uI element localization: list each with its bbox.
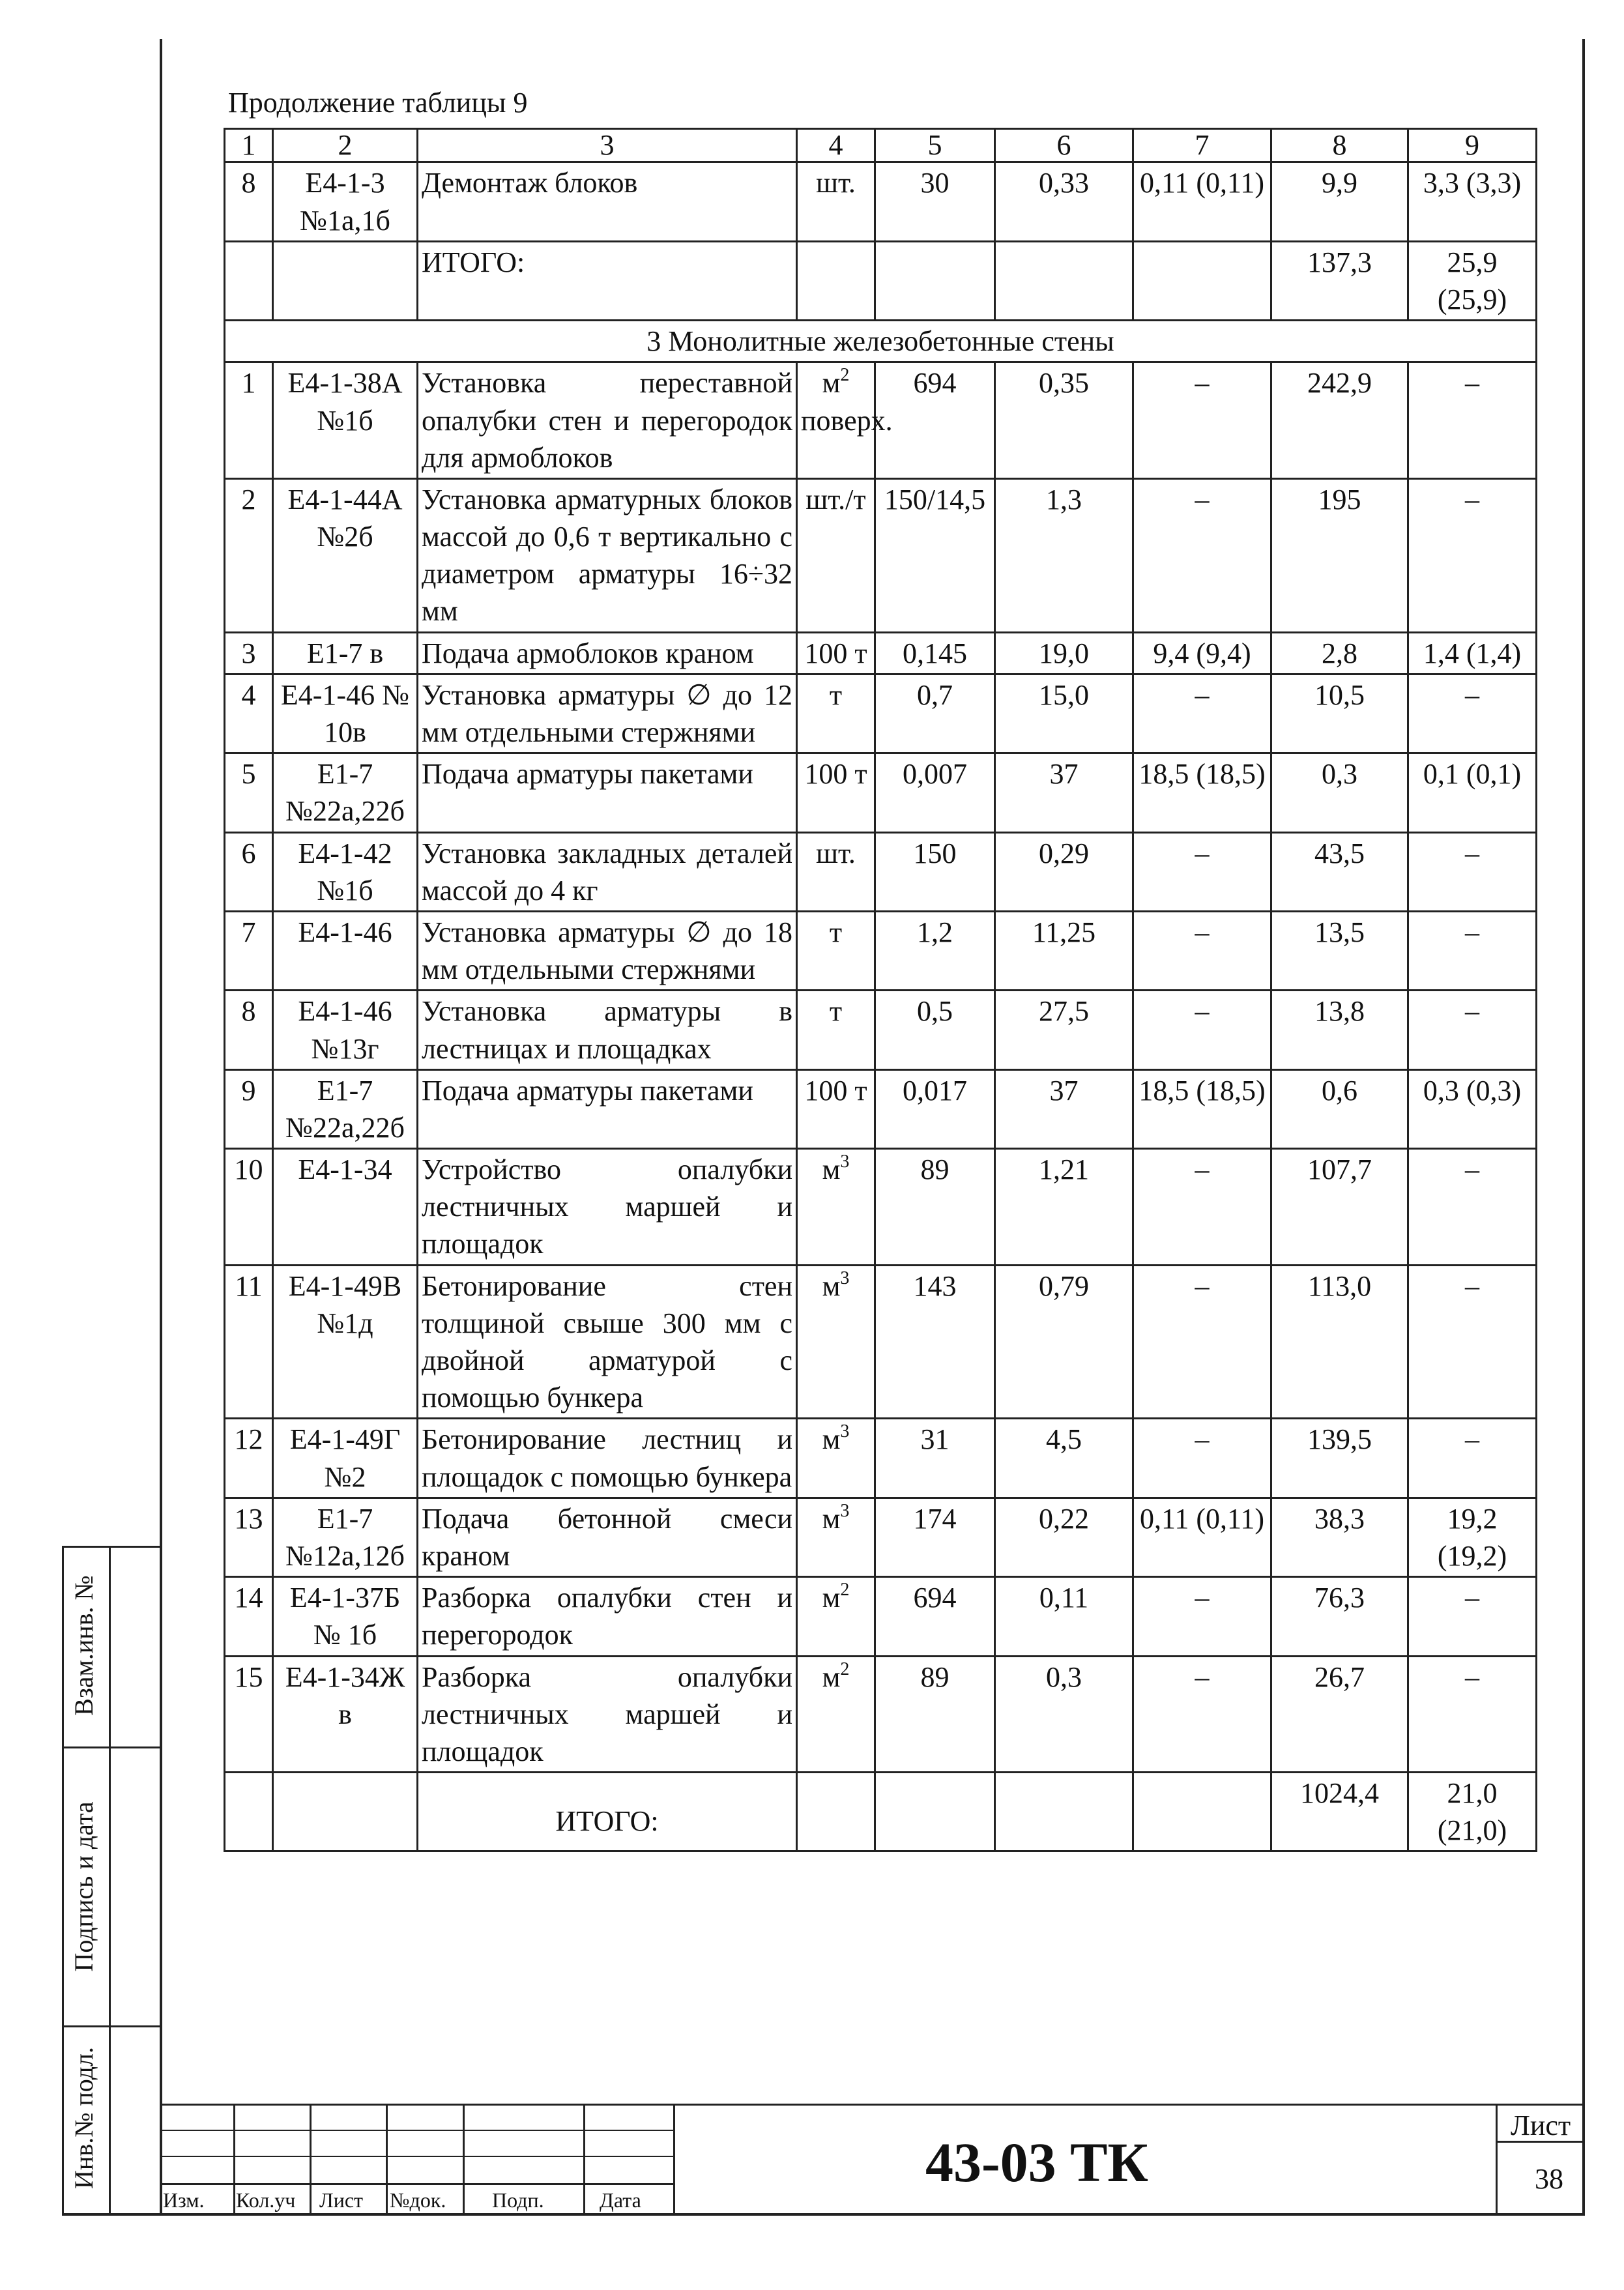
total-label: ИТОГО: <box>418 241 797 320</box>
work-description: Установка переставной опалубки стен и перегородок для армоблоков <box>418 362 797 479</box>
empty-cell <box>797 241 875 320</box>
empty-cell <box>1133 241 1271 320</box>
volume-cell: 1,2 <box>875 911 995 990</box>
unit-text: м <box>822 1269 841 1302</box>
unit-text: м <box>822 1660 841 1693</box>
empty-cell <box>273 241 418 320</box>
row-number: 6 <box>225 832 273 911</box>
row-number: 1 <box>225 362 273 479</box>
labor-cost-cell: 2,8 <box>1271 632 1408 674</box>
work-description: Подача армоблоков краном <box>418 632 797 674</box>
frame-left-line <box>160 39 162 2216</box>
table-row <box>225 832 1537 911</box>
total-row <box>225 1773 1537 1851</box>
unit-cell <box>797 1149 875 1266</box>
machine-cost-cell: 3,3 (3,3) <box>1408 162 1537 241</box>
unit-text: шт./т <box>805 483 866 515</box>
work-description: Бетонирование лестниц и площадок с помощью бункера <box>418 1419 797 1498</box>
sheet-label: Лист <box>1511 2109 1571 2141</box>
side-label-replacement: Взам.инв. № <box>69 1575 98 1716</box>
row-number: 15 <box>225 1656 273 1773</box>
table-row <box>225 1419 1537 1498</box>
norm-code: Е4-1-46 <box>273 911 418 990</box>
total-labor: 1024,4 <box>1271 1773 1408 1851</box>
work-description: Разборка опалубки лестничных маршей и площадок <box>418 1656 797 1773</box>
volume-cell: 694 <box>875 362 995 479</box>
work-description: Подача арматуры пакетами <box>418 753 797 832</box>
empty-cell <box>225 241 273 320</box>
unit-text: т <box>829 995 843 1028</box>
unit-cell <box>797 1419 875 1498</box>
stamp-col-list: Лист <box>319 2188 364 2212</box>
work-description: Подача бетонной смеси краном <box>418 1498 797 1576</box>
volume-cell: 0,7 <box>875 674 995 753</box>
work-description: Установка закладных деталей массой до 4 кг <box>418 832 797 911</box>
table-row <box>225 1498 1537 1576</box>
norm-code: Е1-7 №22а,22б <box>273 753 418 832</box>
work-description: Подача арматуры пакетами <box>418 1069 797 1148</box>
table-row <box>225 632 1537 674</box>
norm-code: Е4-1-49В №1д <box>273 1265 418 1419</box>
norm-code: Е1-7 в <box>273 632 418 674</box>
unit-text: 100 т <box>804 637 867 669</box>
empty-cell <box>875 1773 995 1851</box>
work-description: Установка арматуры ∅ до 12 мм отдельными стержнями <box>418 674 797 753</box>
total-label: ИТОГО: <box>418 1773 797 1851</box>
volume-cell: 31 <box>875 1419 995 1498</box>
volume-cell: 0,5 <box>875 991 995 1069</box>
unit-text: т <box>829 678 843 711</box>
unit-cell <box>797 632 875 674</box>
machine-cost-cell: – <box>1408 911 1537 990</box>
header-cell: 4 <box>797 129 875 162</box>
unit-cell <box>797 162 875 241</box>
empty-cell <box>225 1773 273 1851</box>
empty-cell <box>995 241 1133 320</box>
row-number: 9 <box>225 1069 273 1148</box>
norm-time-cell: 27,5 <box>995 991 1133 1069</box>
machine-time-cell: – <box>1133 362 1271 479</box>
labor-cost-cell: 76,3 <box>1271 1577 1408 1656</box>
volume-cell: 694 <box>875 1577 995 1656</box>
row-number: 4 <box>225 674 273 753</box>
machine-time-cell: – <box>1133 991 1271 1069</box>
table-row <box>225 1577 1537 1656</box>
header-cell: 1 <box>225 129 273 162</box>
row-number: 8 <box>225 991 273 1069</box>
table-row <box>225 162 1537 241</box>
machine-time-cell: – <box>1133 1265 1271 1419</box>
norm-time-cell: 0,35 <box>995 362 1133 479</box>
unit-exponent: 2 <box>840 1659 850 1679</box>
norm-code: Е4-1-38А №1б <box>273 362 418 479</box>
machine-time-cell: 18,5 (18,5) <box>1133 1069 1271 1148</box>
work-description: Установка арматуры в лестницах и площадках <box>418 991 797 1069</box>
volume-cell: 30 <box>875 162 995 241</box>
unit-text: 100 т <box>804 1074 867 1107</box>
machine-time-cell: – <box>1133 1149 1271 1266</box>
machine-cost-cell: – <box>1408 1265 1537 1419</box>
frame-bottom-line <box>62 2213 1585 2216</box>
work-description: Разборка опалубки стен и перегородок <box>418 1577 797 1656</box>
machine-time-cell: 18,5 (18,5) <box>1133 753 1271 832</box>
total-machine: 21,0 (21,0) <box>1408 1773 1537 1851</box>
stamp-col-data: Дата <box>600 2188 641 2212</box>
work-description: Установка арматуры ∅ до 18 мм отдельными стержнями <box>418 911 797 990</box>
unit-text: 100 т <box>804 758 867 790</box>
volume-cell: 0,007 <box>875 753 995 832</box>
unit-suffix: поверх. <box>801 404 893 437</box>
machine-cost-cell: – <box>1408 478 1537 632</box>
machine-cost-cell: 0,1 (0,1) <box>1408 753 1537 832</box>
norm-time-cell: 19,0 <box>995 632 1133 674</box>
machine-cost-cell: 1,4 (1,4) <box>1408 632 1537 674</box>
volume-cell: 174 <box>875 1498 995 1576</box>
header-cell: 7 <box>1133 129 1271 162</box>
norm-code: Е1-7 №12а,12б <box>273 1498 418 1576</box>
norm-time-cell: 11,25 <box>995 911 1133 990</box>
machine-time-cell: – <box>1133 832 1271 911</box>
header-cell: 9 <box>1408 129 1537 162</box>
table-row <box>225 753 1537 832</box>
machine-time-cell: – <box>1133 911 1271 990</box>
row-number: 5 <box>225 753 273 832</box>
machine-cost-cell: – <box>1408 1577 1537 1656</box>
norm-code: Е4-1-34 <box>273 1149 418 1266</box>
norm-code: Е1-7 №22а,22б <box>273 1069 418 1148</box>
machine-time-cell: – <box>1133 1577 1271 1656</box>
machine-cost-cell: – <box>1408 991 1537 1069</box>
volume-cell: 89 <box>875 1656 995 1773</box>
empty-cell <box>797 1773 875 1851</box>
labor-cost-cell: 113,0 <box>1271 1265 1408 1419</box>
work-table <box>224 128 1537 1852</box>
empty-cell <box>1133 1773 1271 1851</box>
norm-time-cell: 37 <box>995 1069 1133 1148</box>
table-row <box>225 478 1537 632</box>
row-number: 8 <box>225 162 273 241</box>
unit-cell <box>797 1069 875 1148</box>
norm-time-cell: 1,3 <box>995 478 1133 632</box>
volume-cell: 89 <box>875 1149 995 1266</box>
row-number: 3 <box>225 632 273 674</box>
machine-cost-cell: 19,2 (19,2) <box>1408 1498 1537 1576</box>
machine-cost-cell: 0,3 (0,3) <box>1408 1069 1537 1148</box>
machine-cost-cell: – <box>1408 1656 1537 1773</box>
unit-text: м <box>822 1153 841 1186</box>
unit-exponent: 3 <box>840 1268 850 1288</box>
unit-text: шт. <box>816 167 856 199</box>
labor-cost-cell: 13,8 <box>1271 991 1408 1069</box>
labor-cost-cell: 242,9 <box>1271 362 1408 479</box>
labor-cost-cell: 43,5 <box>1271 832 1408 911</box>
row-number: 7 <box>225 911 273 990</box>
norm-time-cell: 37 <box>995 753 1133 832</box>
row-number: 11 <box>225 1265 273 1419</box>
machine-time-cell: – <box>1133 478 1271 632</box>
table-row <box>225 674 1537 753</box>
labor-cost-cell: 13,5 <box>1271 911 1408 990</box>
header-cell: 2 <box>273 129 418 162</box>
row-number: 14 <box>225 1577 273 1656</box>
machine-cost-cell: – <box>1408 1419 1537 1498</box>
norm-code: Е4-1-44А №2б <box>273 478 418 632</box>
table-row <box>225 1656 1537 1773</box>
labor-cost-cell: 26,7 <box>1271 1656 1408 1773</box>
table-row <box>225 1069 1537 1148</box>
unit-text: м <box>822 1582 841 1614</box>
table-caption: Продолжение таблицы 9 <box>228 87 528 119</box>
empty-cell <box>273 1773 418 1851</box>
machine-time-cell: 0,11 (0,11) <box>1133 1498 1271 1576</box>
unit-exponent: 3 <box>840 1152 850 1172</box>
labor-cost-cell: 195 <box>1271 478 1408 632</box>
norm-time-cell: 4,5 <box>995 1419 1133 1498</box>
header-cell: 3 <box>418 129 797 162</box>
document-code: 43-03 ТК <box>925 2131 1148 2194</box>
stamp-col-ndok: №док. <box>390 2188 446 2212</box>
sheet-number: 38 <box>1535 2163 1563 2195</box>
row-number: 13 <box>225 1498 273 1576</box>
table-header-row <box>225 129 1537 162</box>
labor-cost-cell: 0,3 <box>1271 753 1408 832</box>
unit-exponent: 2 <box>840 1580 850 1601</box>
unit-cell <box>797 1265 875 1419</box>
section-row <box>225 321 1537 362</box>
unit-cell <box>797 1577 875 1656</box>
row-number: 12 <box>225 1419 273 1498</box>
machine-cost-cell: – <box>1408 362 1537 479</box>
volume-cell: 150 <box>875 832 995 911</box>
norm-time-cell: 0,22 <box>995 1498 1133 1576</box>
norm-time-cell: 0,3 <box>995 1656 1133 1773</box>
total-labor: 137,3 <box>1271 241 1408 320</box>
labor-cost-cell: 9,9 <box>1271 162 1408 241</box>
volume-cell: 0,017 <box>875 1069 995 1148</box>
work-description: Устройство опалубки лестничных маршей и площадок <box>418 1149 797 1266</box>
machine-cost-cell: – <box>1408 832 1537 911</box>
section-title: 3 Монолитные железобетонные стены <box>225 321 1537 362</box>
norm-time-cell: 0,11 <box>995 1577 1133 1656</box>
unit-cell <box>797 991 875 1069</box>
empty-cell <box>995 1773 1133 1851</box>
empty-cell <box>875 241 995 320</box>
norm-code: Е4-1-3 №1а,1б <box>273 162 418 241</box>
header-cell: 6 <box>995 129 1133 162</box>
labor-cost-cell: 38,3 <box>1271 1498 1408 1576</box>
table-row <box>225 991 1537 1069</box>
norm-time-cell: 15,0 <box>995 674 1133 753</box>
total-machine: 25,9 (25,9) <box>1408 241 1537 320</box>
norm-code: Е4-1-49Г №2 <box>273 1419 418 1498</box>
unit-cell <box>797 674 875 753</box>
norm-time-cell: 0,29 <box>995 832 1133 911</box>
unit-cell <box>797 1498 875 1576</box>
frame-right-line <box>1582 39 1585 2216</box>
unit-exponent: 2 <box>840 365 850 386</box>
norm-code: Е4-1-46 № 10в <box>273 674 418 753</box>
norm-code: Е4-1-34Ж в <box>273 1656 418 1773</box>
volume-cell: 0,145 <box>875 632 995 674</box>
norm-time-cell: 0,33 <box>995 162 1133 241</box>
unit-exponent: 3 <box>840 1500 850 1521</box>
unit-text: м <box>822 367 841 399</box>
unit-text: м <box>822 1423 841 1456</box>
unit-cell <box>797 478 875 632</box>
unit-text: т <box>829 916 843 948</box>
table-row <box>225 1149 1537 1266</box>
table-row <box>225 362 1537 479</box>
row-number: 10 <box>225 1149 273 1266</box>
unit-text: м <box>822 1502 841 1535</box>
labor-cost-cell: 139,5 <box>1271 1419 1408 1498</box>
norm-code: Е4-1-46 №13г <box>273 991 418 1069</box>
machine-time-cell: – <box>1133 1656 1271 1773</box>
norm-time-cell: 0,79 <box>995 1265 1133 1419</box>
labor-cost-cell: 107,7 <box>1271 1149 1408 1266</box>
labor-cost-cell: 0,6 <box>1271 1069 1408 1148</box>
side-label-signature: Подпись и дата <box>69 1801 98 1972</box>
unit-cell <box>797 832 875 911</box>
norm-code: Е4-1-42 №1б <box>273 832 418 911</box>
row-number: 2 <box>225 478 273 632</box>
total-row <box>225 241 1537 320</box>
unit-text: шт. <box>816 837 856 869</box>
header-cell: 5 <box>875 129 995 162</box>
machine-cost-cell: – <box>1408 674 1537 753</box>
stamp-col-podp: Подп. <box>492 2188 544 2212</box>
volume-cell: 143 <box>875 1265 995 1419</box>
side-label-inventory: Инв.№ подл. <box>69 2047 98 2189</box>
unit-cell <box>797 1656 875 1773</box>
unit-exponent: 3 <box>840 1421 850 1442</box>
work-description: Установка арматурных блоков массой до 0,6 т вертикально с диаметром арматуры 16÷32 мм <box>418 478 797 632</box>
volume-cell: 150/14,5 <box>875 478 995 632</box>
stamp-col-izm: Изм. <box>163 2188 205 2212</box>
work-description: Демонтаж блоков <box>418 162 797 241</box>
machine-cost-cell: – <box>1408 1149 1537 1266</box>
norm-time-cell: 1,21 <box>995 1149 1133 1266</box>
machine-time-cell: 0,11 (0,11) <box>1133 162 1271 241</box>
unit-cell <box>797 753 875 832</box>
norm-code: Е4-1-37Б № 1б <box>273 1577 418 1656</box>
machine-time-cell: 9,4 (9,4) <box>1133 632 1271 674</box>
unit-cell <box>797 362 893 479</box>
stamp-col-kolvo: Кол.уч <box>236 2188 296 2212</box>
header-cell: 8 <box>1271 129 1408 162</box>
machine-time-cell: – <box>1133 674 1271 753</box>
labor-cost-cell: 10,5 <box>1271 674 1408 753</box>
machine-time-cell: – <box>1133 1419 1271 1498</box>
unit-cell <box>797 911 875 990</box>
table-row <box>225 1265 1537 1419</box>
table-row <box>225 911 1537 990</box>
work-description: Бетонирование стен толщиной свыше 300 мм с двойной арматурой с помощью бункера <box>418 1265 797 1419</box>
